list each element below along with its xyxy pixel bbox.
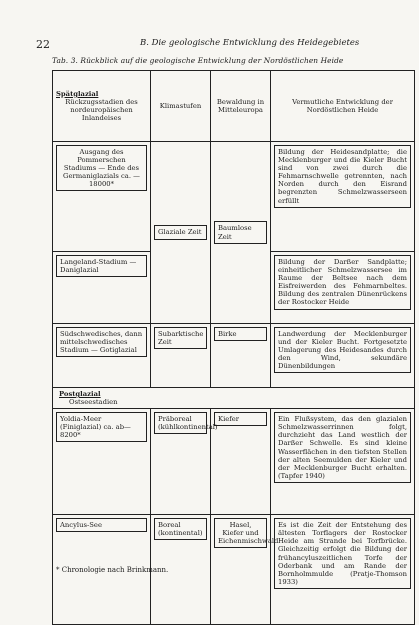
inset-r1-col1: Ausgang des Pommerschen Stadiums — Ende des Germaniglazials ca. — 18000* [56, 145, 147, 191]
cell-r4-col2 [151, 409, 218, 515]
header-col3: Bewaldung in Mitteleuropa [211, 71, 271, 142]
table-caption [52, 56, 343, 65]
cell-postglacial [53, 388, 415, 409]
header-col4: Vermutliche Entwicklung der Nordöstlichen Heide [271, 71, 415, 142]
cell-r2-col1 [53, 252, 151, 324]
table-header-row [53, 71, 415, 142]
inset-r12-col3: Baumlose Zeit [214, 221, 267, 243]
cell-r12-col2 [151, 142, 211, 324]
header-col1-title: Spätglazial [56, 89, 99, 98]
page-number: 22 [36, 38, 50, 51]
inset-r2-col1: Langeland-Stadium — Daniglazial [56, 255, 147, 277]
postglacial-title: Postglazial [59, 390, 101, 398]
inset-r4-col3: Kiefer [214, 412, 267, 426]
cell-r12-col3 [211, 142, 271, 324]
table-row [53, 142, 415, 252]
header-col1 [53, 71, 151, 142]
cell-r3-col3 [211, 324, 271, 388]
inset-r5-col3: Hasel, Kiefer und Eichenmischwald [214, 518, 267, 548]
table-row [53, 324, 415, 388]
cell-r4-col3 [211, 409, 271, 515]
inset-r5-col4: Es ist die Zeit der Entstehung des ältesten Torflagers der Rostocker Heide am Strande bei Torfbrücke. Gleichzeitig erfolgt die Bildung der frühancyluszeitlichen Torfe der Oderbank und am Rande der Bornholmmulde (Pratje-Thomson 1933) [274, 518, 411, 589]
inset-r4-col4: Ein Flußsystem, das den glazialen Schmelzwasserrinnen folgt, durchzieht das Land westlich der Darßer Schwelle. Es sind kleine Wasserflächen in den tiefsten Stellen der alten Seemulden der Kieler und der Mecklenburger Bucht erhalten. (Tapfer 1940) [274, 412, 411, 483]
inset-r12-col2: Glaziale Zeit [154, 225, 207, 239]
postglacial-sub: Ostseestadien [69, 398, 118, 407]
caption-text: Rückblick auf die geologische Entwicklung der Nordöstlichen Heide [80, 56, 344, 65]
inset-r3-col3: Birke [214, 327, 267, 341]
postglacial-header-row [53, 388, 415, 409]
cell-r1-col1 [53, 142, 151, 252]
inset-r3-col4: Landwerdung der Mecklenburger und der Kieler Bucht. Fortgesetzte Umlagerung des Heidesandes durch den Wind, sekundäre Dünenbildungen [274, 327, 411, 373]
cell-r5-col4 [271, 515, 415, 625]
cell-r3-col1 [53, 324, 151, 388]
cell-r3-col2 [151, 324, 211, 388]
inset-r3-col1: Südschwedisches, dann mittelschwedisches Stadium — Gotiglazial [56, 327, 147, 357]
header-col1-sub: Rückzugsstadien des nordeuropäischen Inlandeises [65, 97, 138, 123]
inset-r1-col4: Bildung der Heidesandplatte; die Mecklenburger und die Kieler Bucht sind von zwei durch die Fehmarnschwelle getrennten, nach Norden durch den Eisrand begrenzten Schmelzwasserseen erfüllt [274, 145, 411, 208]
cell-r2-col4 [271, 252, 415, 324]
inset-r4-col1: Yoldia-Meer (Finiglazial) ca. ab—8200* [56, 412, 147, 442]
inset-r2-col4: Bildung der Darßer Sandplatte; einheitlicher Schmelzwassersee im Raume der Beltsee nach dem Eisfreiwerden des Fehmarnbeltes. Bildung des zentralen Dünenrückens der Rostocker Heide [274, 255, 411, 310]
cell-r4-col4 [271, 409, 415, 515]
caption-label: Tab. 3. [52, 56, 78, 65]
header-col2: Klimastufen [151, 71, 211, 142]
inset-r5-col2: Boreal (kontinental) [154, 518, 207, 540]
inset-r3-col2: Subarktische Zeit [154, 327, 207, 349]
inset-r5-col1: Ancylus-See [56, 518, 147, 532]
cell-r1-col4 [271, 142, 415, 252]
cell-r3-col4 [271, 324, 415, 388]
cell-r4-col1 [53, 409, 151, 515]
running-head: B. Die geologische Entwicklung des Heidegebietes [140, 38, 360, 48]
cell-r5-col3 [211, 515, 279, 625]
geology-table [52, 70, 415, 625]
table-row [53, 409, 415, 515]
inset-r4-col2: Präboreal (kühlkontinental) [154, 412, 207, 434]
footnote: * Chronologie nach Brinkmann. [56, 566, 169, 574]
